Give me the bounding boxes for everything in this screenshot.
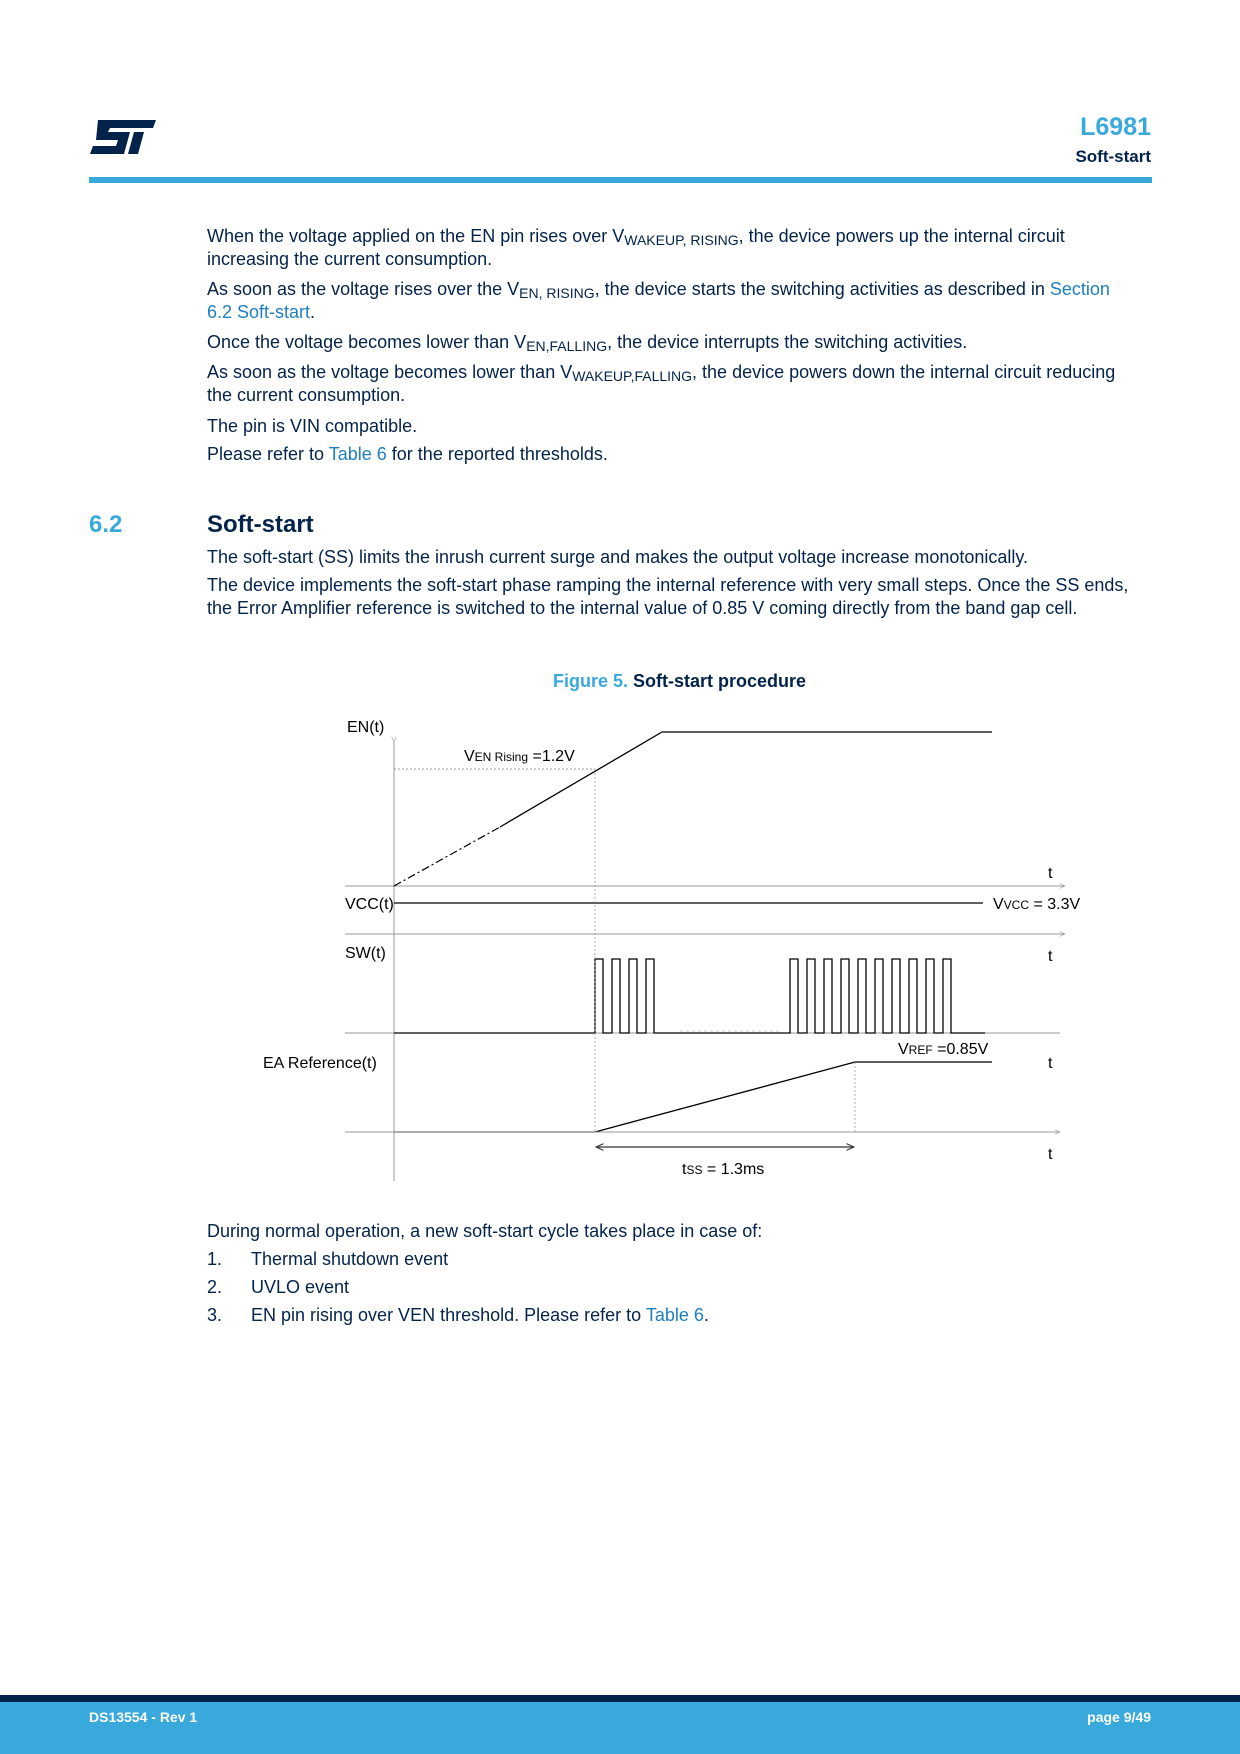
paragraph-en-falling: Once the voltage becomes lower than $V_{EN,FALLING}$, the device interrupts the switching activities.: [207, 332, 968, 354]
paragraph-wakeup-rising: When the voltage applied on the EN pin rises over $V_{WAKEUP, RISING}$, the device powers up the internal circuit increasing the current consumption.: [207, 226, 1065, 269]
table-link[interactable]: Table 6: [645, 1305, 704, 1325]
footer-rule: [0, 1695, 1240, 1702]
figure-label: Figure 5.: [552, 671, 628, 691]
sw-t-label: t: [1048, 948, 1053, 965]
document-title: L6981: [1080, 113, 1151, 141]
list-item: 2. UVLO event: [207, 1277, 350, 1297]
soft-start-timing-diagram: [250, 705, 1100, 1185]
tss-label: tSS = 1.3ms: [682, 1161, 765, 1178]
st-logo-icon: [88, 118, 158, 158]
document-section: Soft-start: [1075, 147, 1151, 166]
ven-rising-label: VEN Rising =1.2V: [464, 748, 575, 765]
section-title: Soft-start: [207, 511, 314, 538]
paragraph-en-rising: As soon as the voltage rises over the $V_{EN, RISING}$, the device starts the switching activities as described in Section 6.2 Soft-start.: [207, 279, 1110, 322]
list-item: 3. EN pin rising over VEN threshold. Please refer to Table 6.: [207, 1305, 709, 1325]
paragraph-vin-compatible: The pin is VIN compatible.: [207, 416, 418, 436]
en-ramp: [500, 732, 992, 827]
ea-reference-label: EA Reference(t): [263, 1055, 377, 1072]
ea-bottom-t-label: t: [1048, 1146, 1053, 1163]
vcc-label: VCC(t): [345, 896, 394, 913]
paragraph-soft-start-detail: The device implements the soft-start phase ramping the internal reference with very small steps. Once the SS ends, the Error Amplifier reference is switched to the internal value of 0.85 V coming directly from the band gap cell.: [207, 575, 1129, 618]
list-item: 1. Thermal shutdown event: [207, 1249, 449, 1269]
header-rule: [89, 177, 1152, 183]
en-label: EN(t): [347, 719, 385, 736]
paragraph-wakeup-falling: As soon as the voltage becomes lower than $V_{WAKEUP,FALLING}$, the device powers down the internal circuit reducing the current consumption.: [207, 362, 1116, 405]
en-ramp-dashed: [394, 827, 500, 886]
vref-label: VREF =0.85V: [898, 1041, 989, 1058]
ea-t-label: t: [1048, 1055, 1053, 1072]
en-t-label: t: [1048, 865, 1053, 882]
sw-label: SW(t): [345, 945, 386, 962]
paragraph-soft-start-intro: The soft-start (SS) limits the inrush current surge and makes the output voltage increase monotonically.: [207, 547, 1029, 567]
paragraph-restart-conditions: During normal operation, a new soft-start cycle takes place in case of:: [207, 1221, 763, 1241]
footer-doc-id: DS13554 - Rev 1: [89, 1709, 198, 1725]
sw-pulse-train: [394, 959, 985, 1033]
paragraph-thresholds: Please refer to Table 6 for the reported thresholds.: [207, 444, 608, 464]
figure-title: Soft-start procedure: [633, 671, 807, 691]
ea-reference-ramp: [394, 1062, 992, 1132]
table-link[interactable]: Table 6: [328, 444, 387, 464]
figure-caption: [207, 671, 1152, 692]
section-link[interactable]: Section 6.2 Soft-start: [207, 279, 1110, 322]
footer-page-number: page 9/49: [1087, 1709, 1151, 1725]
section-number: 6.2: [89, 511, 123, 538]
st-logo: [88, 118, 158, 158]
vvcc-label: VVCC = 3.3V: [993, 896, 1081, 913]
